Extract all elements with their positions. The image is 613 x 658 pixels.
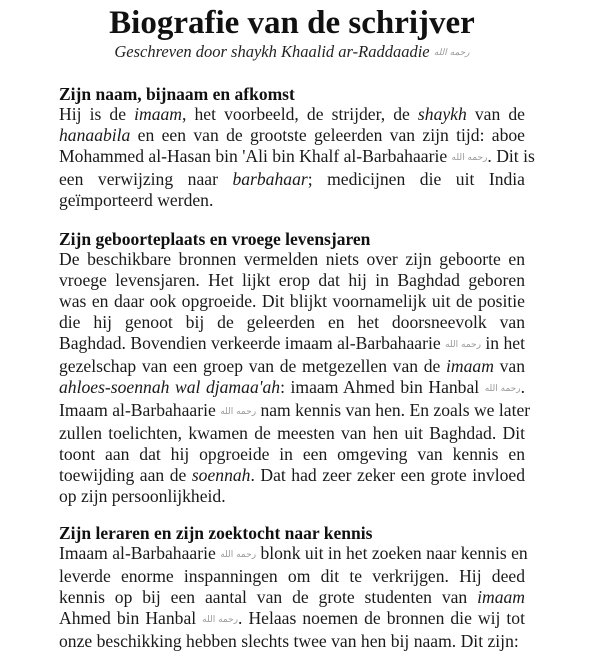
italic-term: ahloes-soennah wal djamaa'ah bbox=[59, 377, 281, 397]
text-line: een verwijzing naar barbahaar; medicijnen die uit India bbox=[59, 169, 525, 189]
text-line: geïmporteerd werden. bbox=[59, 190, 214, 210]
honorific-calligraphy-icon: رحمه الله bbox=[433, 48, 470, 58]
italic-term: imaam bbox=[477, 587, 525, 607]
text-line: onze beschikking hebben slechts twee van hen bij naam. Dit zijn: bbox=[59, 631, 519, 651]
text-line: Baghdad. Bovendien verkeerde imaam al-Barbahaarie رحمه الله in het bbox=[59, 333, 525, 356]
text-line: gezelschap van een groep van de metgezellen van de imaam van bbox=[59, 356, 525, 376]
italic-term: hanaabila bbox=[59, 125, 131, 145]
text-line: op zijn persoonlijkheid. bbox=[59, 486, 226, 506]
italic-term: imaam bbox=[446, 356, 494, 376]
italic-term: shaykh bbox=[417, 104, 467, 124]
text-line: Imaam al-Barbahaarie رحمه الله blonk uit in het zoeken naar kennis en bbox=[59, 543, 525, 566]
page-title: Biografie van de schrijver bbox=[109, 5, 475, 41]
text-line: kennis op bij een aantal van de grote studenten van imaam bbox=[59, 587, 525, 607]
text-line: zullen toelichten, kwamen de meesten van hen uit Baghdad. Dit bbox=[59, 423, 525, 443]
section-paragraph bbox=[59, 104, 535, 211]
honorific-calligraphy-icon: رحمه الله bbox=[445, 340, 481, 350]
italic-term: imaam bbox=[134, 104, 182, 124]
text-line: vroege levensjaren. Het lijkt erop dat hij in Baghdad geboren bbox=[59, 270, 525, 290]
text-line: Ahmed bin Hanbal رحمه الله. Helaas noemen de bronnen die wij tot bbox=[59, 608, 525, 631]
section-name-lineage bbox=[59, 84, 535, 211]
text-line: die hij genoot bij de geleerden en het doorsneevolk van bbox=[59, 312, 525, 332]
text-line: ahloes-soennah wal djamaa'ah: imaam Ahmed bin Hanbal رحمه الله. bbox=[59, 377, 525, 400]
text-line: De beschikbare bronnen vermelden niets over zijn geboorte en bbox=[59, 249, 525, 269]
text-line: hanaabila en een van de grootste geleerden van zijn tijd: aboe bbox=[59, 125, 525, 145]
section-paragraph bbox=[59, 249, 531, 507]
section-birthplace-early-years bbox=[59, 229, 531, 507]
italic-term: barbahaar bbox=[232, 169, 308, 189]
honorific-calligraphy-icon: رحمه الله bbox=[220, 407, 257, 417]
honorific-calligraphy-icon: رحمه الله bbox=[220, 550, 257, 560]
section-teachers-pursuit-of-knowledge bbox=[59, 523, 528, 652]
text-line: Mohammed al-Hasan bin 'Ali bin Khalf al-Barbahaarie رحمه الله. Dit is bbox=[59, 146, 525, 169]
italic-term: soennah bbox=[191, 465, 251, 485]
honorific-calligraphy-icon: رحمه الله bbox=[202, 615, 239, 625]
honorific-calligraphy-icon: رحمه الله bbox=[451, 153, 488, 163]
document-page bbox=[59, 0, 535, 651]
text-line: toewijding aan de soennah. Dat had zeer zeker een grote invloed bbox=[59, 465, 525, 485]
text-line: Hij is de imaam, het voorbeeld, de strijder, de shaykh van de bbox=[59, 104, 525, 124]
text-line: was en daar ook opgroeide. Dit blijkt voornamelijk uit de positie bbox=[59, 291, 525, 311]
subtitle-text: Geschreven door shaykh Khaalid ar-Raddaadie bbox=[114, 42, 430, 61]
section-heading: Zijn naam, bijnaam en afkomst bbox=[59, 84, 295, 104]
section-paragraph bbox=[59, 543, 528, 652]
section-heading: Zijn leraren en zijn zoektocht naar kennis bbox=[59, 523, 373, 543]
honorific-calligraphy-icon: رحمه الله bbox=[484, 384, 521, 394]
page-subtitle bbox=[59, 42, 525, 63]
section-heading: Zijn geboorteplaats en vroege levensjaren bbox=[59, 229, 371, 249]
text-line: toont aan dat hij opgroeide in een omgeving van kennis en bbox=[59, 444, 525, 464]
text-line: Imaam al-Barbahaarie رحمه الله nam kennis van hen. En zoals we later bbox=[59, 400, 525, 423]
text-line: leverde enorme inspanningen om dit te verkrijgen. Hij deed bbox=[59, 566, 525, 586]
